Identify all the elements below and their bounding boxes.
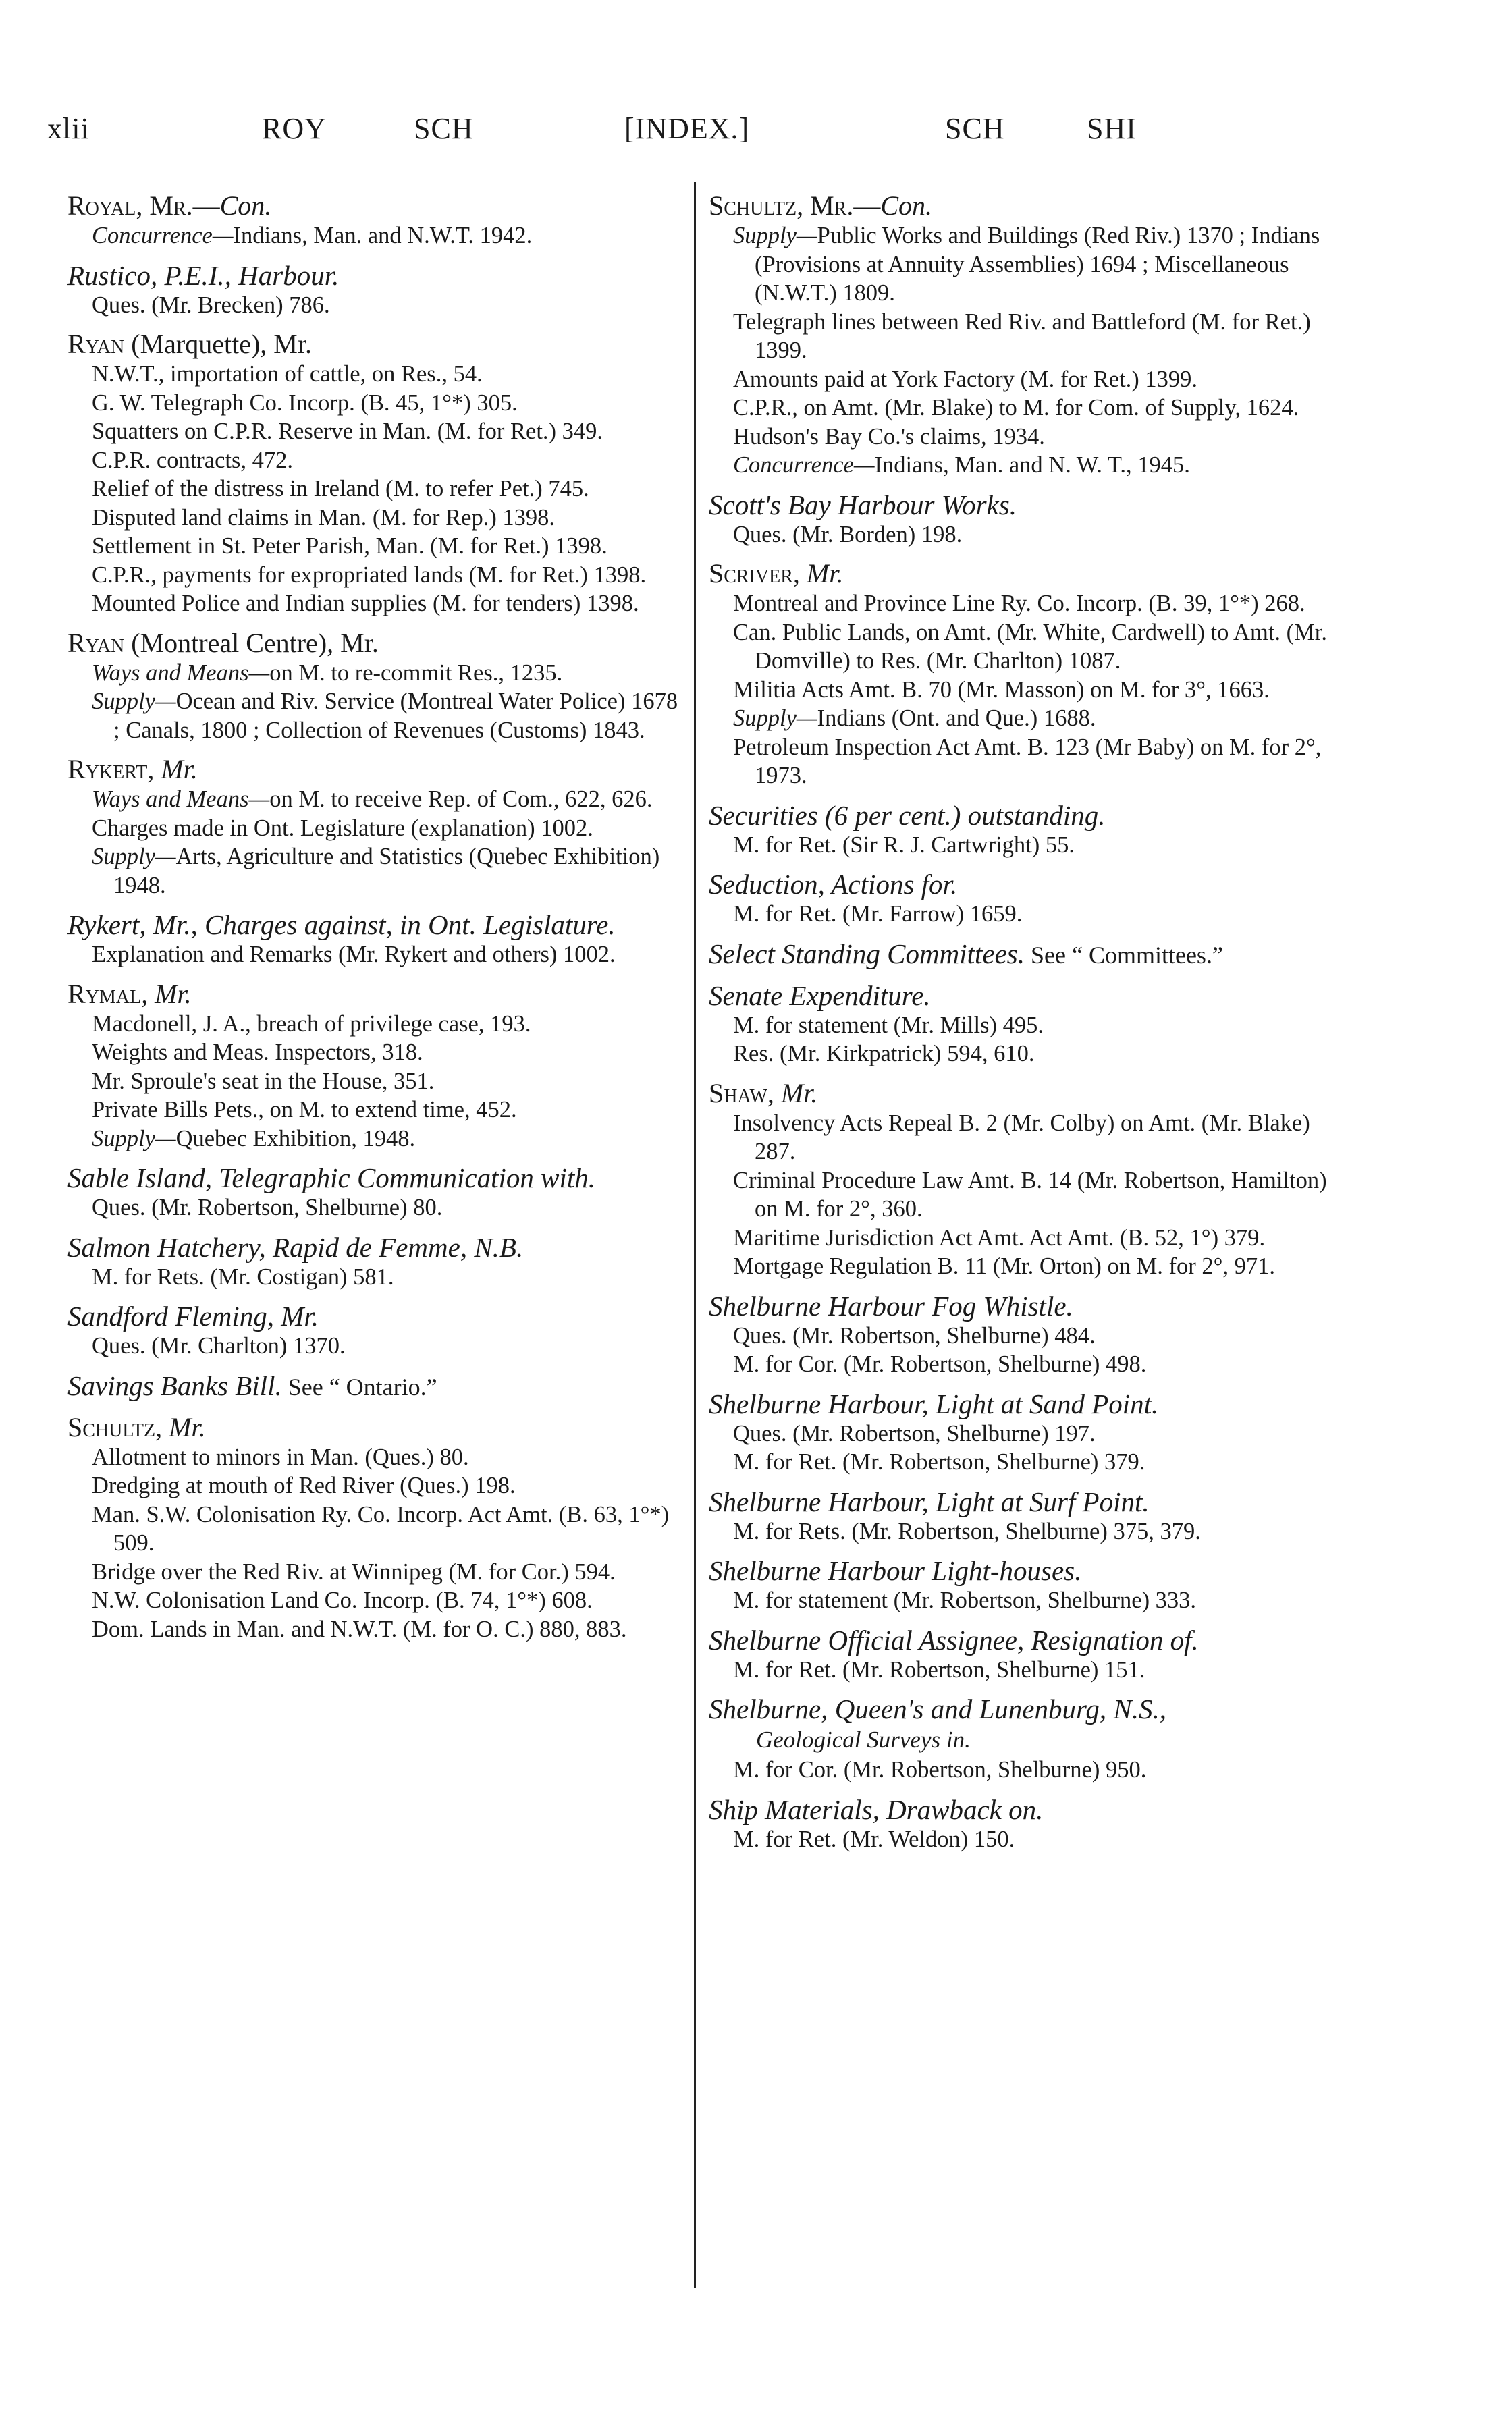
index-subentry bbox=[709, 1350, 1330, 1379]
topic-title: Select Standing Committees. bbox=[709, 938, 1025, 969]
subentry-text: Militia Acts Amt. B. 70 (Mr. Masson) on M. for 3°, 1663. bbox=[733, 676, 1270, 703]
index-heading-topic bbox=[68, 1232, 688, 1263]
index-subentry bbox=[709, 589, 1330, 618]
index-heading-topic bbox=[709, 1291, 1330, 1322]
index-subentry bbox=[68, 389, 688, 418]
index-subentry bbox=[68, 814, 688, 843]
topic-subtitle: Geological Surveys in. bbox=[756, 1727, 971, 1753]
subentry-category: Ways and Means— bbox=[92, 659, 270, 686]
topic-title: Savings Banks Bill. bbox=[68, 1370, 282, 1401]
index-subentry bbox=[68, 504, 688, 533]
index-subentry bbox=[709, 900, 1330, 929]
cross-reference: See “ Ontario.” bbox=[281, 1373, 437, 1401]
subentry-text: Mortgage Regulation B. 11 (Mr. Orton) on M. for 2°, 971. bbox=[733, 1253, 1276, 1279]
index-heading-topic bbox=[68, 909, 688, 940]
index-heading-topic bbox=[709, 1486, 1330, 1517]
subentry-category: Supply— bbox=[92, 844, 176, 869]
index-subentry bbox=[68, 785, 688, 814]
index-subentry bbox=[709, 1419, 1330, 1448]
subentry-text: Weights and Meas. Inspectors, 318. bbox=[92, 1039, 423, 1065]
topic-title: Sandford Fleming, Mr. bbox=[68, 1301, 319, 1332]
subentry-category: Concurrence— bbox=[733, 452, 875, 478]
member-name: Scriver bbox=[709, 558, 793, 589]
subentry-category: Supply— bbox=[92, 1125, 176, 1151]
subentry-text: Allotment to minors in Man. (Ques.) 80. bbox=[92, 1444, 469, 1470]
subentry-text: Quebec Exhibition, 1948. bbox=[176, 1125, 416, 1151]
index-subentry bbox=[709, 1011, 1330, 1040]
subentry-text: Hudson's Bay Co.'s claims, 1934. bbox=[733, 423, 1045, 450]
index-heading-member bbox=[68, 329, 688, 360]
member-suffix: (Montreal Centre), Mr. bbox=[124, 627, 379, 658]
index-subentry bbox=[68, 360, 688, 389]
subentry-text: C.P.R. contracts, 472. bbox=[92, 447, 294, 473]
member-name: Rymal bbox=[68, 978, 142, 1009]
subentry-text: M. for Ret. (Mr. Farrow) 1659. bbox=[733, 901, 1023, 927]
member-suffix: , Mr. bbox=[141, 978, 192, 1009]
index-subentry bbox=[709, 1252, 1330, 1281]
index-subentry bbox=[68, 1615, 688, 1644]
subentry-text: Ques. (Mr. Charlton) 1370. bbox=[92, 1333, 346, 1359]
member-name: Schultz bbox=[68, 1411, 156, 1442]
subentry-text: N.W.T., importation of cattle, on Res., 54. bbox=[92, 361, 483, 387]
subentry-text: Mounted Police and Indian supplies (M. for tenders) 1398. bbox=[92, 591, 639, 616]
index-heading-member bbox=[709, 190, 1330, 221]
index-heading-topic bbox=[709, 869, 1330, 900]
index-heading-member bbox=[68, 754, 688, 785]
index-subentry bbox=[709, 618, 1330, 676]
index-subentry bbox=[68, 1193, 688, 1222]
member-suffix: Con. bbox=[880, 190, 933, 221]
index-subentry bbox=[709, 365, 1330, 394]
subentry-text: M. for Ret. (Mr. Weldon) 150. bbox=[733, 1826, 1015, 1852]
member-name: Rykert bbox=[68, 754, 148, 784]
subentry-text: Indians, Man. and N.W.T. 1942. bbox=[233, 223, 533, 248]
member-name: Ryan bbox=[68, 627, 125, 658]
index-subentry bbox=[709, 451, 1330, 480]
subentry-text: Dredging at mouth of Red River (Ques.) 198. bbox=[92, 1473, 516, 1498]
index-heading-topic bbox=[68, 1370, 688, 1403]
index-subentry bbox=[68, 1558, 688, 1587]
topic-title: Seduction, Actions for. bbox=[709, 869, 958, 900]
index-subentry bbox=[68, 1500, 688, 1558]
index-subentry bbox=[709, 831, 1330, 860]
index-subentry bbox=[709, 1586, 1330, 1615]
subentry-text: Can. Public Lands, on Amt. (Mr. White, Cardwell) to Amt. (Mr. Domville) to Res. (Mr. Charlton) 1087. bbox=[733, 619, 1328, 674]
member-suffix: , Mr. bbox=[792, 558, 844, 589]
subentry-text: Disputed land claims in Man. (M. for Rep.) 1398. bbox=[92, 504, 556, 531]
index-heading-topic bbox=[68, 1301, 688, 1332]
index-heading-topic bbox=[709, 1388, 1330, 1419]
index-heading-topic bbox=[709, 489, 1330, 520]
index-heading-member bbox=[68, 979, 688, 1010]
topic-title: Rustico, P.E.I., Harbour. bbox=[68, 259, 340, 291]
index-subentry bbox=[709, 1109, 1330, 1166]
index-subentry bbox=[68, 561, 688, 590]
index-subentry bbox=[68, 589, 688, 618]
index-subentry bbox=[709, 1224, 1330, 1253]
index-subentry bbox=[68, 291, 688, 320]
subentry-text: Bridge over the Red Riv. at Winnipeg (M. for Cor.) 594. bbox=[92, 1558, 616, 1585]
subentry-text: Public Works and Buildings (Red Riv.) 1370 ; Indians (Provisions at Annuity Assemblies) 1694 ; Miscellaneous (N.W.T.) 1809. bbox=[755, 223, 1320, 306]
subentry-text: Ques. (Mr. Brecken) 786. bbox=[92, 292, 330, 318]
subentry-text: M. for statement (Mr. Mills) 495. bbox=[733, 1012, 1044, 1038]
subentry-text: Indians, Man. and N. W. T., 1945. bbox=[874, 452, 1190, 478]
subentry-text: Man. S.W. Colonisation Ry. Co. Incorp. Act Amt. (B. 63, 1°*) 509. bbox=[92, 1501, 670, 1556]
subentry-text: Ques. (Mr. Borden) 198. bbox=[733, 521, 963, 547]
index-heading-topic bbox=[709, 1555, 1330, 1586]
page-number: xlii bbox=[47, 112, 90, 145]
header-left-range-start: ROY bbox=[262, 112, 327, 145]
subentry-text: Explanation and Remarks (Mr. Rykert and others) 1002. bbox=[92, 942, 616, 967]
member-suffix: (Marquette), Mr. bbox=[124, 329, 312, 359]
index-subentry bbox=[68, 940, 688, 969]
subentry-text: Amounts paid at York Factory (M. for Ret.) 1399. bbox=[733, 366, 1198, 392]
topic-title: Shelburne Official Assignee, Resignation of. bbox=[709, 1624, 1199, 1656]
column-divider bbox=[694, 182, 696, 2288]
subentry-text: M. for Cor. (Mr. Robertson, Shelburne) 498. bbox=[733, 1351, 1147, 1377]
member-name: Schultz, Mr.— bbox=[709, 190, 881, 221]
index-subentry bbox=[709, 1322, 1330, 1351]
subentry-text: Criminal Procedure Law Amt. B. 14 (Mr. Robertson, Hamilton) on M. for 2°, 360. bbox=[733, 1167, 1327, 1222]
index-subentry bbox=[709, 1448, 1330, 1477]
index-subentry bbox=[68, 842, 688, 900]
subentry-text: Mr. Sproule's seat in the House, 351. bbox=[92, 1068, 435, 1094]
subentry-text: Montreal and Province Line Ry. Co. Incorp. (B. 39, 1°*) 268. bbox=[733, 591, 1305, 616]
topic-title: Shelburne Harbour Light-houses. bbox=[709, 1555, 1082, 1586]
subentry-text: Ques. (Mr. Robertson, Shelburne) 80. bbox=[92, 1195, 443, 1220]
index-subentry bbox=[68, 687, 688, 744]
subentry-category: Supply— bbox=[733, 705, 817, 731]
subentry-text: Insolvency Acts Repeal B. 2 (Mr. Colby) on Amt. (Mr. Blake) 287. bbox=[733, 1110, 1310, 1164]
index-subentry bbox=[68, 417, 688, 446]
index-heading-topic bbox=[709, 938, 1330, 971]
index-subentry bbox=[709, 1517, 1330, 1546]
subentry-text: Relief of the distress in Ireland (M. to refer Pet.) 745. bbox=[92, 476, 589, 501]
member-name: Royal, Mr.— bbox=[68, 190, 220, 221]
index-subentry bbox=[68, 1586, 688, 1615]
index-subentry bbox=[709, 1825, 1330, 1854]
index-subentry bbox=[709, 308, 1330, 365]
index-subentry bbox=[68, 1471, 688, 1500]
index-subentry bbox=[709, 676, 1330, 705]
member-name: Ryan bbox=[68, 329, 125, 359]
subentry-text: G. W. Telegraph Co. Incorp. (B. 45, 1°*) 305. bbox=[92, 389, 518, 416]
running-header bbox=[47, 111, 1154, 152]
index-heading-member bbox=[709, 1078, 1330, 1109]
subentry-text: Petroleum Inspection Act Amt. B. 123 (Mr Baby) on M. for 2°, 1973. bbox=[733, 734, 1322, 788]
index-subentry bbox=[709, 733, 1330, 790]
index-subentry bbox=[68, 1067, 688, 1096]
topic-title: Ship Materials, Drawback on. bbox=[709, 1793, 1044, 1825]
subentry-text: M. for Ret. (Mr. Robertson, Shelburne) 151. bbox=[733, 1656, 1145, 1683]
subentry-category: Supply— bbox=[733, 223, 817, 248]
index-subentry bbox=[68, 446, 688, 475]
index-heading-topic bbox=[709, 980, 1330, 1011]
subentry-text: C.P.R., on Amt. (Mr. Blake) to M. for Com. of Supply, 1624. bbox=[733, 395, 1299, 421]
subentry-text: Res. (Mr. Kirkpatrick) 594, 610. bbox=[733, 1041, 1035, 1066]
index-subentry bbox=[68, 1443, 688, 1472]
index-subentry bbox=[709, 221, 1330, 308]
subentry-text: on M. to re-commit Res., 1235. bbox=[269, 659, 563, 686]
subentry-text: Charges made in Ont. Legislature (explanation) 1002. bbox=[92, 815, 593, 841]
header-left-range-end: SCH bbox=[414, 112, 474, 145]
member-name: Shaw bbox=[709, 1077, 767, 1108]
topic-title: Shelburne Harbour, Light at Surf Point. bbox=[709, 1486, 1150, 1517]
member-suffix: Con. bbox=[219, 190, 272, 221]
index-subentry bbox=[68, 1263, 688, 1292]
subentry-text: C.P.R., payments for expropriated lands (M. for Ret.) 1398. bbox=[92, 562, 647, 588]
index-subentry bbox=[68, 1332, 688, 1361]
topic-title: Shelburne, Queen's and Lunenburg, N.S., bbox=[709, 1693, 1167, 1725]
index-subentry bbox=[709, 423, 1330, 452]
index-heading-topic bbox=[709, 1693, 1330, 1756]
index-subentry bbox=[68, 1038, 688, 1067]
subentry-text: Settlement in St. Peter Parish, Man. (M. for Ret.) 1398. bbox=[92, 533, 608, 559]
header-section-title: [INDEX.] bbox=[624, 112, 750, 145]
subentry-text: Ques. (Mr. Robertson, Shelburne) 197. bbox=[733, 1420, 1096, 1446]
index-heading-topic bbox=[68, 1162, 688, 1193]
index-subentry bbox=[68, 475, 688, 504]
index-subentry bbox=[709, 1166, 1330, 1224]
topic-title: Rykert, Mr., Charges against, in Ont. Legislature. bbox=[68, 909, 616, 940]
subentry-text: M. for Ret. (Sir R. J. Cartwright) 55. bbox=[733, 832, 1075, 858]
topic-title: Senate Expenditure. bbox=[709, 979, 931, 1011]
member-suffix: , Mr. bbox=[155, 1411, 206, 1442]
index-heading-member bbox=[68, 1412, 688, 1443]
index-heading-topic bbox=[709, 1625, 1330, 1656]
header-right-range-end: SHI bbox=[1087, 112, 1137, 145]
subentry-text: on M. to receive Rep. of Com., 622, 626. bbox=[269, 786, 653, 812]
subentry-text: Telegraph lines between Red Riv. and Battleford (M. for Ret.) 1399. bbox=[733, 308, 1311, 363]
subentry-text: Macdonell, J. A., breach of privilege case, 193. bbox=[92, 1010, 531, 1037]
subentry-text: Indians (Ont. and Que.) 1688. bbox=[817, 705, 1096, 731]
topic-title: Salmon Hatchery, Rapid de Femme, N.B. bbox=[68, 1231, 524, 1263]
index-subentry bbox=[68, 532, 688, 561]
index-subentry bbox=[709, 1756, 1330, 1785]
cross-reference: See “ Committees.” bbox=[1025, 941, 1223, 969]
subentry-text: Private Bills Pets., on M. to extend time, 452. bbox=[92, 1097, 517, 1122]
index-heading-member bbox=[68, 628, 688, 659]
index-subentry bbox=[68, 1095, 688, 1124]
topic-title: Shelburne Harbour Fog Whistle. bbox=[709, 1290, 1073, 1322]
subentry-text: Arts, Agriculture and Statistics (Quebec Exhibition) 1948. bbox=[113, 844, 660, 898]
topic-title: Scott's Bay Harbour Works. bbox=[709, 489, 1017, 520]
header-right-range-start: SCH bbox=[945, 112, 1005, 145]
index-heading-member bbox=[68, 190, 688, 221]
index-subentry bbox=[68, 659, 688, 688]
member-suffix: , Mr. bbox=[147, 754, 198, 784]
index-column-right bbox=[709, 181, 1330, 1853]
index-subentry bbox=[709, 1656, 1330, 1685]
index-subentry bbox=[709, 394, 1330, 423]
subentry-text: N.W. Colonisation Land Co. Incorp. (B. 74, 1°*) 608. bbox=[92, 1588, 593, 1613]
index-heading-topic bbox=[709, 1794, 1330, 1825]
member-suffix: , Mr. bbox=[767, 1077, 818, 1108]
index-subentry bbox=[68, 1124, 688, 1154]
subentry-text: M. for Cor. (Mr. Robertson, Shelburne) 950. bbox=[733, 1757, 1147, 1783]
topic-title: Sable Island, Telegraphic Communication with. bbox=[68, 1162, 596, 1193]
index-subentry bbox=[709, 704, 1330, 733]
subentry-text: M. for statement (Mr. Robertson, Shelburne) 333. bbox=[733, 1588, 1197, 1613]
subentry-category: Ways and Means— bbox=[92, 786, 270, 812]
subentry-text: Maritime Jurisdiction Act Amt. Act Amt. (B. 52, 1°) 379. bbox=[733, 1224, 1266, 1251]
index-heading-member bbox=[709, 558, 1330, 589]
subentry-category: Concurrence— bbox=[92, 223, 234, 248]
index-heading-topic bbox=[68, 260, 688, 291]
index-heading-topic bbox=[709, 800, 1330, 831]
topic-title: Securities (6 per cent.) outstanding. bbox=[709, 799, 1106, 831]
subentry-text: Squatters on C.P.R. Reserve in Man. (M. for Ret.) 349. bbox=[92, 418, 603, 444]
subentry-text: M. for Rets. (Mr. Robertson, Shelburne) 375, 379. bbox=[733, 1518, 1201, 1544]
index-column-left bbox=[68, 181, 688, 1644]
topic-title: Shelburne Harbour, Light at Sand Point. bbox=[709, 1388, 1159, 1419]
subentry-text: M. for Ret. (Mr. Robertson, Shelburne) 379. bbox=[733, 1449, 1145, 1475]
subentry-text: Ques. (Mr. Robertson, Shelburne) 484. bbox=[733, 1322, 1096, 1349]
index-subentry bbox=[68, 221, 688, 250]
index-subentry bbox=[709, 520, 1330, 549]
subentry-text: Ocean and Riv. Service (Montreal Water Police) 1678 ; Canals, 1800 ; Collection of Revenues (Customs) 1843. bbox=[113, 688, 678, 743]
index-subentry bbox=[68, 1010, 688, 1039]
subentry-text: M. for Rets. (Mr. Costigan) 581. bbox=[92, 1264, 394, 1290]
subentry-category: Supply— bbox=[92, 688, 176, 714]
index-subentry bbox=[709, 1039, 1330, 1068]
subentry-text: Dom. Lands in Man. and N.W.T. (M. for O. C.) 880, 883. bbox=[92, 1616, 627, 1642]
